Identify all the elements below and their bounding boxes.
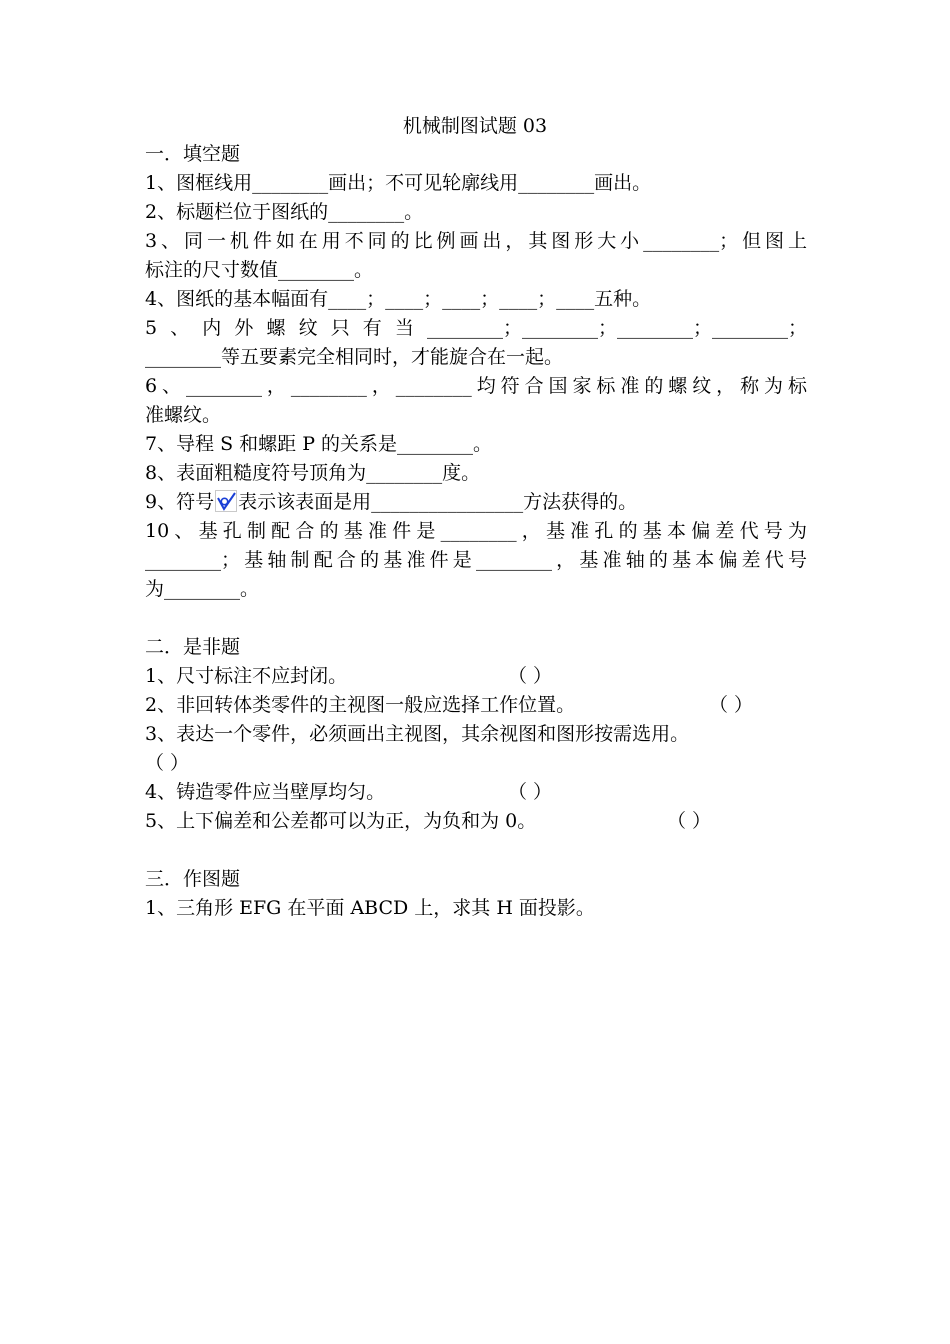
question-1-10-line-a: 10、基孔制配合的基准件是________，基准孔的基本偏差代号为	[145, 520, 807, 542]
section-heading-true-false: 二．是非题	[145, 636, 241, 658]
answer-parentheses: （ ）	[667, 810, 712, 832]
question-1-6-line-a: 6、________，________，________均符合国家标准的螺纹，称为标	[145, 375, 807, 397]
question-1-9-prefix: 9、符号	[145, 491, 215, 513]
question-1-7: 7、导程 S 和螺距 P 的关系是________。	[145, 433, 493, 455]
question-3-1: 1、三角形 EFG 在平面 ABCD 上，求其 H 面投影。	[145, 897, 595, 919]
question-1-9-suffix: 表示该表面是用________________方法获得的。	[238, 491, 638, 513]
question-1-2: 2、标题栏位于图纸的________。	[145, 201, 424, 223]
question-2-2	[145, 691, 807, 720]
question-1-6-line-b: 准螺纹。	[145, 404, 222, 426]
section-heading-drawing: 三．作图题	[145, 868, 241, 890]
question-1-1: 1、图框线用________画出；不可见轮廓线用________画出。	[145, 172, 652, 194]
question-2-3-answer	[145, 749, 807, 778]
question-2-3: 3、表达一个零件，必须画出主视图，其余视图和图形按需选用。	[145, 723, 690, 745]
question-1-5-line-a: 5、内外螺纹只有当________；________；________；________；	[145, 317, 807, 339]
question-2-5-text: 5、上下偏差和公差都可以为正，为负和为 0。	[145, 810, 537, 832]
answer-parentheses: （ ）	[145, 752, 190, 774]
section-spacer	[145, 604, 807, 633]
question-1-8: 8、表面粗糙度符号顶角为________度。	[145, 462, 481, 484]
question-1-3-line-a: 3、同一机件如在用不同的比例画出，其图形大小________；但图上	[145, 230, 807, 252]
document-body	[145, 140, 807, 923]
question-1-5-line-b: ________等五要素完全相同时，才能旋合在一起。	[145, 346, 564, 368]
answer-parentheses: （ ）	[508, 665, 553, 687]
question-2-2-text: 2、非回转体类零件的主视图一般应选择工作位置。	[145, 694, 576, 716]
answer-parentheses: （ ）	[508, 781, 553, 803]
question-2-4-text: 4、铸造零件应当壁厚均匀。	[145, 781, 386, 803]
question-1-4: 4、图纸的基本幅面有____；____；____；____；____五种。	[145, 288, 652, 310]
question-2-5	[145, 807, 807, 836]
question-2-4	[145, 778, 807, 807]
question-1-10-line-c: 为________。	[145, 578, 260, 600]
surface-roughness-check-icon	[215, 490, 237, 512]
question-1-9	[145, 488, 807, 517]
section-heading-fill-blank: 一．填空题	[145, 143, 241, 165]
question-2-1-text: 1、尺寸标注不应封闭。	[145, 665, 348, 687]
answer-parentheses: （ ）	[709, 694, 754, 716]
section-spacer	[145, 836, 807, 865]
question-1-3-line-b: 标注的尺寸数值________。	[145, 259, 374, 281]
page-title: 机械制图试题 03	[402, 115, 548, 137]
question-1-10-line-b: ________；基轴制配合的基准件是________，基准轴的基本偏差代号	[145, 549, 807, 571]
question-2-1	[145, 662, 807, 691]
